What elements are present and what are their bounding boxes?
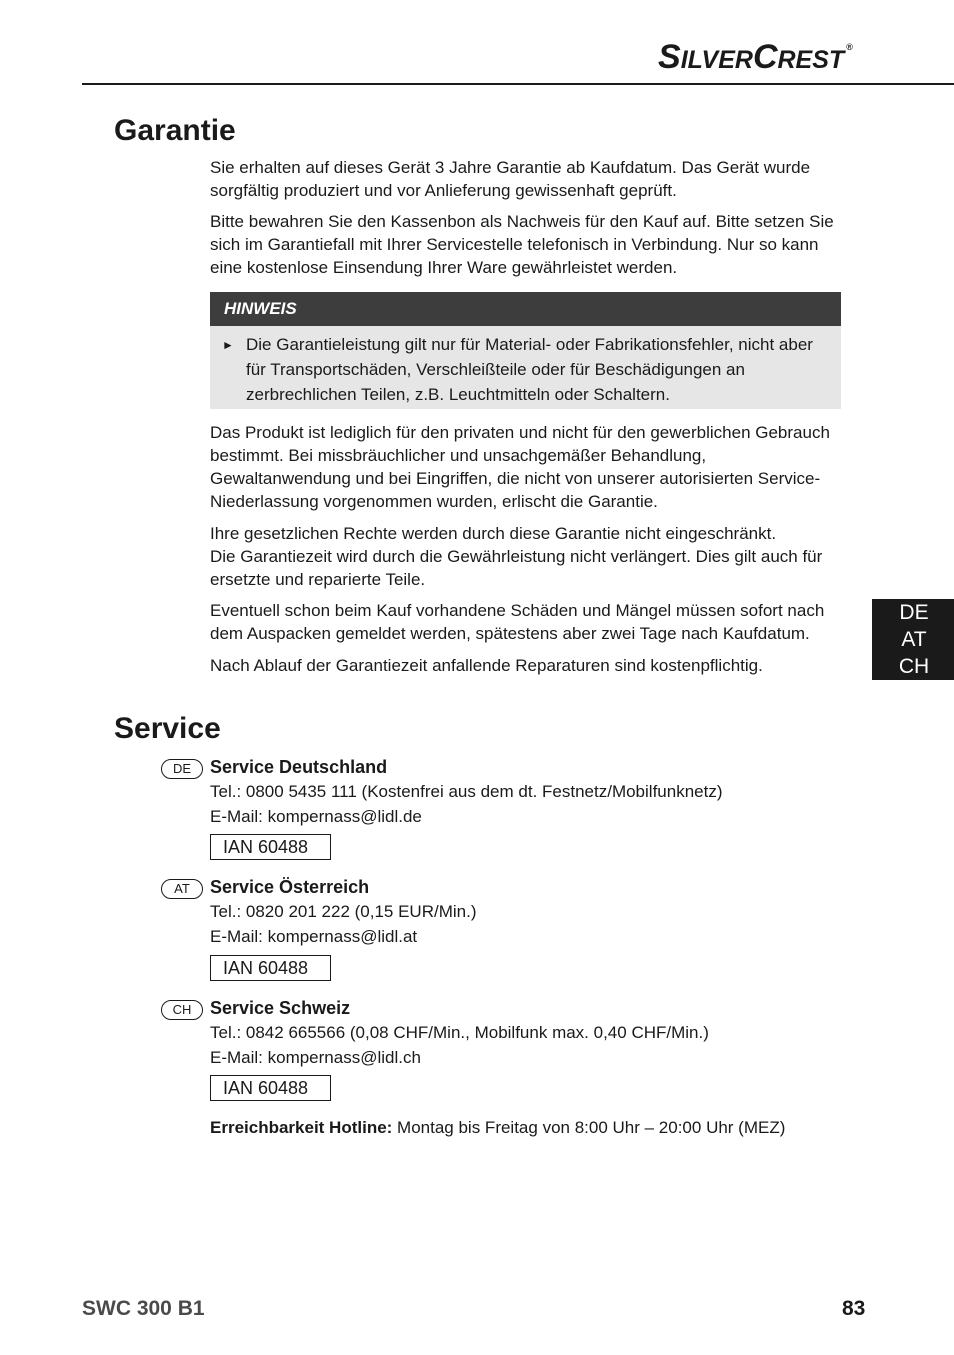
service-title-ch: Service Schweiz [210, 998, 351, 1018]
ian-number-at: IAN 60488 [223, 958, 309, 978]
language-tab-at: AT [901, 628, 927, 651]
ian-box-at [210, 955, 331, 981]
service-email-at: E-Mail: kompernass@lidl.at [210, 927, 418, 946]
brand-word-ilver: ILVER [680, 46, 753, 74]
service-email-ch: E-Mail: kompernass@lidl.ch [210, 1048, 421, 1067]
language-tab-ch: CH [898, 655, 930, 678]
section-title-garantie: Garantie [114, 114, 236, 147]
section-title-service: Service [114, 712, 221, 745]
note-text: Die Garantieleistung gilt nur für Material- oder Fabrikationsfehler, nicht aber für Transportschäden, Verschleißteile oder für Beschädigungen an zerbrechlichen Teilen, z.B. Leuchtmitteln oder Schaltern. [246, 335, 813, 404]
garantie-paragraph-3: Das Produkt ist lediglich für den privaten und nicht für den gewerblichen Gebrauch bestimmt. Bei missbräuchlicher und unsachgemäßer Behandlung, Gewaltanwendung und bei Eingriffen, die nicht von unserer autorisierten Service-Niederlassung vorgenommen wurden, erlischt die Garantie. [210, 423, 830, 511]
garantie-paragraph-4a: Ihre gesetzlichen Rechte werden durch diese Garantie nicht eingeschränkt. [210, 524, 777, 543]
page-number: 83 [842, 1297, 866, 1320]
registered-mark: ® [846, 42, 853, 52]
brand-logo [658, 38, 868, 74]
hotline-hours: Montag bis Freitag von 8:00 Uhr – 20:00 Uhr (MEZ) [392, 1118, 786, 1137]
service-tel-de: Tel.: 0800 5435 111 (Kostenfrei aus dem dt. Festnetz/Mobilfunknetz) [210, 782, 723, 801]
service-email-de: E-Mail: kompernass@lidl.de [210, 807, 422, 826]
footer-model-number: SWC 300 B1 [82, 1297, 205, 1320]
hotline-info [210, 1118, 785, 1138]
bullet-arrow-icon: ► [222, 338, 234, 352]
language-tab [872, 599, 954, 680]
garantie-paragraph-4b: Die Garantiezeit wird durch die Gewährleistung nicht verlängert. Dies gilt auch für ersetzte und reparierte Teile. [210, 547, 823, 589]
header-rule [82, 83, 954, 85]
brand-letter-c: C [752, 38, 778, 76]
garantie-paragraph-1: Sie erhalten auf dieses Gerät 3 Jahre Garantie ab Kaufdatum. Das Gerät wurde sorgfältig produziert und vor Anlieferung gewissenhaft geprüft. [210, 158, 811, 200]
service-tel-at: Tel.: 0820 201 222 (0,15 EUR/Min.) [210, 902, 477, 921]
garantie-paragraph-5: Eventuell schon beim Kauf vorhandene Schäden und Mängel müssen sofort nach dem Auspacken gemeldet werden, spätestens aber zwei Tage nach Kaufdatum. [210, 601, 825, 643]
brand-letter-s: S [658, 38, 681, 76]
ian-number-de: IAN 60488 [223, 837, 309, 857]
note-box [210, 292, 841, 409]
service-title-at: Service Österreich [210, 877, 370, 897]
garantie-paragraph-2: Bitte bewahren Sie den Kassenbon als Nachweis für den Kauf auf. Bitte setzen Sie sich im Garantiefall mit Ihrer Servicestelle telefonisch in Verbindung. Nur so kann eine kostenlose Einsendung Ihrer Ware gewährleistet werden. [210, 212, 834, 277]
garantie-paragraph-6: Nach Ablauf der Garantiezeit anfallende Reparaturen sind kostenpflichtig. [210, 656, 763, 675]
country-badge-at: AT [161, 879, 203, 899]
hotline-label: Erreichbarkeit Hotline: [210, 1118, 393, 1137]
ian-box-ch [210, 1075, 331, 1101]
service-tel-ch: Tel.: 0842 665566 (0,08 CHF/Min., Mobilfunk max. 0,40 CHF/Min.) [210, 1023, 709, 1042]
ian-box-de [210, 834, 331, 860]
language-tab-de: DE [899, 601, 929, 624]
country-badge-ch: CH [161, 1000, 203, 1020]
note-header [210, 292, 841, 326]
country-badge-de: DE [161, 759, 203, 779]
brand-word-rest: REST [777, 46, 845, 74]
ian-number-ch: IAN 60488 [223, 1078, 309, 1098]
note-title: HINWEIS [224, 299, 297, 318]
service-title-de: Service Deutschland [210, 757, 388, 777]
